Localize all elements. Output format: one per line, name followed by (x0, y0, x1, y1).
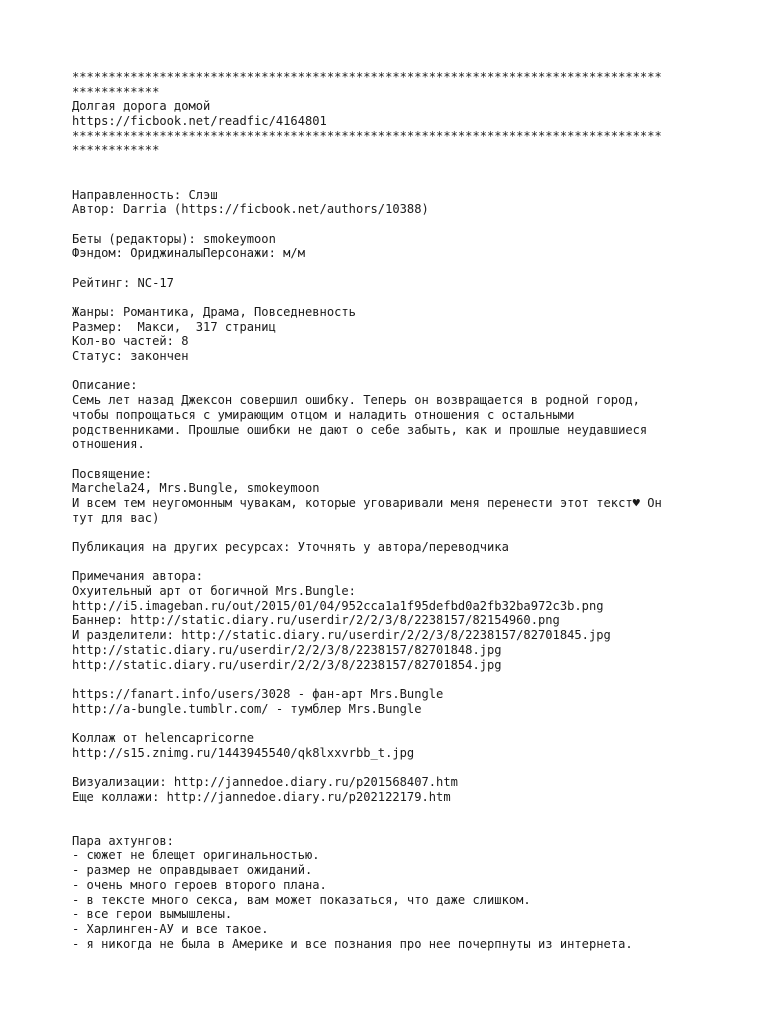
separator-stars: ************ (72, 143, 160, 158)
description-heading: Описание: (72, 378, 138, 393)
dedication-heading: Посвящение: (72, 466, 153, 481)
parts-field: Кол-во частей: 8 (72, 334, 189, 349)
notes-link: http://a-bungle.tumblr.com/ - тумблер Mrs.Bungle (72, 701, 422, 716)
description-line: отношения. (72, 437, 145, 452)
warning-item: - размер не оправдывает ожиданий. (72, 863, 313, 878)
publication-field: Публикация на других ресурсах: Уточнять у автора/переводчика (72, 540, 509, 554)
collage-line: Коллаж от helencapricorne (72, 730, 255, 745)
dedication-line: Marchela24, Mrs.Bungle, smokeymoon (72, 481, 320, 496)
notes-link: И разделители: http://static.diary.ru/userdir/2/2/3/8/2238157/82701845.jpg (72, 628, 611, 643)
warning-item: - в тексте много секса, вам может показаться, что даже слишком. (72, 892, 531, 907)
fic-title: Долгая дорога домой (72, 99, 211, 114)
notes-link: https://fanart.info/users/3028 - фан-арт Mrs.Bungle (72, 686, 444, 701)
warning-item: - сюжет не блещет оригинальностью. (72, 848, 320, 863)
status-field: Статус: закончен (72, 349, 189, 364)
description-line: родственниками. Прошлые ошибки не дают о себе забыть, как и прошлые неудавшиеся (72, 422, 648, 437)
fandom-field: Фэндом: ОриджиналыПерсонажи: м/м (72, 246, 305, 261)
warnings-heading: Пара ахтунгов: (72, 833, 174, 848)
visuals-link: Еще коллажи: http://jannedoe.diary.ru/p202122179.htm (72, 789, 451, 804)
dedication-line: тут для вас) (72, 510, 160, 525)
separator-stars: ********************************************************************************* (72, 70, 662, 84)
notes-line: Охуительный арт от богичной Mrs.Bungle: (72, 584, 356, 599)
direction-field: Направленность: Слэш (72, 187, 218, 202)
warning-item: - все герои вымышлены. (72, 907, 233, 922)
genres-field: Жанры: Романтика, Драма, Повседневность (72, 305, 356, 319)
author-field: Автор: Darria (https://ficbook.net/authors/10388) (72, 202, 429, 217)
notes-link: http://i5.imageban.ru/out/2015/01/04/952cca1a1f95defbd0a2fb32ba972c3b.png (72, 598, 604, 613)
dedication-line: И всем тем неугомонным чувакам, которые уговаривали меня перенести этот текст♥ Он (72, 495, 662, 510)
separator-stars: ************ (72, 84, 160, 99)
size-field: Размер: Макси, 317 страниц (72, 319, 276, 334)
document-page (72, 70, 712, 951)
rating-field: Рейтинг: NC-17 (72, 275, 174, 290)
fic-url: https://ficbook.net/readfic/4164801 (72, 114, 327, 129)
warning-item: - я никогда не была в Америке и все познания про нее почерпнуты из интернета. (72, 936, 633, 951)
description-line: Семь лет назад Джексон совершил ошибку. Теперь он возвращается в родной город, (72, 393, 640, 408)
collage-link: http://s15.znimg.ru/1443945540/qk8lxxvrbb_t.jpg (72, 745, 415, 760)
notes-link: Баннер: http://static.diary.ru/userdir/2/2/3/8/2238157/82154960.png (72, 613, 560, 628)
notes-link: http://static.diary.ru/userdir/2/2/3/8/2238157/82701848.jpg (72, 642, 502, 657)
description-line: чтобы попрощаться с умирающим отцом и наладить отношения с остальными (72, 407, 575, 422)
notes-heading: Примечания автора: (72, 569, 204, 584)
betas-field: Беты (редакторы): smokeymoon (72, 231, 276, 246)
visuals-link: Визуализации: http://jannedoe.diary.ru/p201568407.htm (72, 775, 458, 789)
notes-link: http://static.diary.ru/userdir/2/2/3/8/2238157/82701854.jpg (72, 657, 502, 672)
separator-stars: ********************************************************************************* (72, 128, 662, 143)
warning-item: - Харлинген-АУ и все такое. (72, 921, 269, 936)
warning-item: - очень много героев второго плана. (72, 877, 327, 892)
